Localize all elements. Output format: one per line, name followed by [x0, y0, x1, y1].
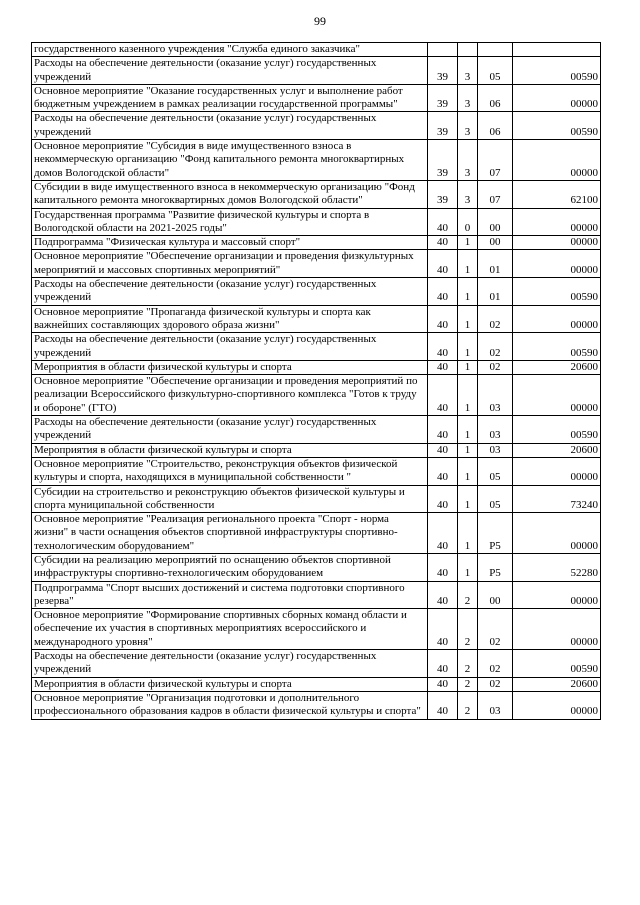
table-row	[32, 140, 601, 181]
table-row	[32, 84, 601, 112]
direction-code-cell: 20600	[513, 443, 601, 457]
direction-code-cell: 73240	[513, 485, 601, 513]
budget-classification-table	[31, 42, 601, 720]
table-row	[32, 305, 601, 333]
direction-code-cell: 00000	[513, 236, 601, 250]
activity-code-cell: 05	[478, 485, 513, 513]
expense-name-cell: Подпрограмма "Физическая культура и массовый спорт"	[32, 236, 428, 250]
direction-code-cell: 00590	[513, 112, 601, 140]
expense-name-cell: Основное мероприятие "Организация подготовки и дополнительного профессионального образования кадров в области физической культуры и спорта"	[32, 691, 428, 719]
table-row	[32, 650, 601, 678]
activity-code-cell: 01	[478, 250, 513, 278]
table-row	[32, 112, 601, 140]
expense-name-cell: Мероприятия в области физической культуры и спорта	[32, 677, 428, 691]
program-code-cell: 40	[428, 250, 458, 278]
activity-code-cell: 02	[478, 333, 513, 361]
activity-code-cell: 05	[478, 457, 513, 485]
subprogram-code-cell: 3	[458, 84, 478, 112]
program-code-cell: 40	[428, 305, 458, 333]
subprogram-code-cell: 2	[458, 581, 478, 609]
program-code-cell: 39	[428, 112, 458, 140]
table-row	[32, 513, 601, 554]
subprogram-code-cell: 1	[458, 485, 478, 513]
subprogram-code-cell: 3	[458, 112, 478, 140]
program-code-cell: 40	[428, 457, 458, 485]
table-row	[32, 43, 601, 57]
direction-code-cell: 00000	[513, 208, 601, 236]
activity-code-cell: 02	[478, 360, 513, 374]
program-code-cell: 40	[428, 360, 458, 374]
expense-name-cell: Мероприятия в области физической культуры и спорта	[32, 360, 428, 374]
table-row	[32, 443, 601, 457]
subprogram-code-cell: 1	[458, 360, 478, 374]
direction-code-cell: 00590	[513, 57, 601, 85]
direction-code-cell: 00000	[513, 691, 601, 719]
activity-code-cell: 02	[478, 305, 513, 333]
program-code-cell: 40	[428, 443, 458, 457]
program-code-cell: 40	[428, 485, 458, 513]
subprogram-code-cell	[458, 43, 478, 57]
activity-code-cell	[478, 43, 513, 57]
activity-code-cell: 01	[478, 278, 513, 306]
activity-code-cell: 06	[478, 112, 513, 140]
table-row	[32, 360, 601, 374]
program-code-cell: 40	[428, 416, 458, 444]
program-code-cell: 39	[428, 180, 458, 208]
program-code-cell: 40	[428, 236, 458, 250]
subprogram-code-cell: 3	[458, 140, 478, 181]
table-row	[32, 581, 601, 609]
table-row	[32, 180, 601, 208]
subprogram-code-cell: 1	[458, 278, 478, 306]
direction-code-cell: 00000	[513, 581, 601, 609]
program-code-cell: 40	[428, 375, 458, 416]
subprogram-code-cell: 1	[458, 553, 478, 581]
activity-code-cell: 07	[478, 180, 513, 208]
table-row	[32, 57, 601, 85]
subprogram-code-cell: 2	[458, 677, 478, 691]
program-code-cell: 40	[428, 278, 458, 306]
subprogram-code-cell: 2	[458, 609, 478, 650]
table-row	[32, 553, 601, 581]
program-code-cell: 40	[428, 650, 458, 678]
table-row	[32, 333, 601, 361]
table-row	[32, 691, 601, 719]
direction-code-cell: 00000	[513, 609, 601, 650]
activity-code-cell: 03	[478, 691, 513, 719]
table-row	[32, 485, 601, 513]
program-code-cell: 40	[428, 513, 458, 554]
table-row	[32, 208, 601, 236]
program-code-cell: 40	[428, 581, 458, 609]
subprogram-code-cell: 1	[458, 416, 478, 444]
activity-code-cell: Р5	[478, 553, 513, 581]
table-row	[32, 236, 601, 250]
direction-code-cell: 00000	[513, 250, 601, 278]
table-row	[32, 677, 601, 691]
table-row	[32, 609, 601, 650]
subprogram-code-cell: 1	[458, 443, 478, 457]
expense-name-cell: Основное мероприятие "Обеспечение организации и проведения физкультурных мероприятий и массовых спортивных мероприятий"	[32, 250, 428, 278]
expense-name-cell: Подпрограмма "Спорт высших достижений и система подготовки спортивного резерва"	[32, 581, 428, 609]
direction-code-cell: 00000	[513, 375, 601, 416]
activity-code-cell: 03	[478, 443, 513, 457]
direction-code-cell: 00000	[513, 305, 601, 333]
direction-code-cell: 00000	[513, 84, 601, 112]
activity-code-cell: Р5	[478, 513, 513, 554]
subprogram-code-cell: 1	[458, 236, 478, 250]
expense-name-cell: Субсидии на реализацию мероприятий по оснащению объектов спортивной инфраструктуры спортивно-технологическим оборудованием	[32, 553, 428, 581]
program-code-cell: 40	[428, 333, 458, 361]
direction-code-cell: 00000	[513, 513, 601, 554]
activity-code-cell: 02	[478, 650, 513, 678]
expense-name-cell: Расходы на обеспечение деятельности (оказание услуг) государственных учреждений	[32, 278, 428, 306]
direction-code-cell	[513, 43, 601, 57]
direction-code-cell: 00590	[513, 416, 601, 444]
expense-name-cell: Субсидии в виде имущественного взноса в некоммерческую организацию "Фонд капитального ремонта многоквартирных домов Вологодской области"	[32, 180, 428, 208]
subprogram-code-cell: 3	[458, 57, 478, 85]
subprogram-code-cell: 2	[458, 650, 478, 678]
expense-name-cell: Основное мероприятие "Пропаганда физической культуры и спорта как важнейших составляющих здорового образа жизни"	[32, 305, 428, 333]
activity-code-cell: 00	[478, 581, 513, 609]
subprogram-code-cell: 1	[458, 375, 478, 416]
program-code-cell: 39	[428, 140, 458, 181]
program-code-cell: 39	[428, 84, 458, 112]
table-body	[32, 43, 601, 720]
expense-name-cell: Основное мероприятие "Субсидия в виде имущественного взноса в некоммерческую организацию "Фонд капитального ремонта многоквартирных домов Вологодской области"	[32, 140, 428, 181]
expense-name-cell: Расходы на обеспечение деятельности (оказание услуг) государственных учреждений	[32, 57, 428, 85]
table-row	[32, 278, 601, 306]
subprogram-code-cell: 0	[458, 208, 478, 236]
subprogram-code-cell: 1	[458, 513, 478, 554]
expense-name-cell: Расходы на обеспечение деятельности (оказание услуг) государственных учреждений	[32, 333, 428, 361]
subprogram-code-cell: 1	[458, 457, 478, 485]
table-row	[32, 457, 601, 485]
table-row	[32, 416, 601, 444]
expense-name-cell: Расходы на обеспечение деятельности (оказание услуг) государственных учреждений	[32, 416, 428, 444]
direction-code-cell: 52280	[513, 553, 601, 581]
program-code-cell: 39	[428, 57, 458, 85]
activity-code-cell: 05	[478, 57, 513, 85]
expense-name-cell: государственного казенного учреждения "Служба единого заказчика"	[32, 43, 428, 57]
direction-code-cell: 00590	[513, 333, 601, 361]
expense-name-cell: Мероприятия в области физической культуры и спорта	[32, 443, 428, 457]
direction-code-cell: 20600	[513, 360, 601, 374]
subprogram-code-cell: 2	[458, 691, 478, 719]
activity-code-cell: 02	[478, 677, 513, 691]
direction-code-cell: 00590	[513, 278, 601, 306]
activity-code-cell: 07	[478, 140, 513, 181]
program-code-cell: 40	[428, 208, 458, 236]
direction-code-cell: 00590	[513, 650, 601, 678]
program-code-cell: 40	[428, 553, 458, 581]
expense-name-cell: Основное мероприятие "Строительство, реконструкция объектов физической культуры и спорта, находящихся в муниципальной собственности "	[32, 457, 428, 485]
program-code-cell	[428, 43, 458, 57]
subprogram-code-cell: 3	[458, 180, 478, 208]
direction-code-cell: 00000	[513, 140, 601, 181]
subprogram-code-cell: 1	[458, 250, 478, 278]
page-number: 99	[314, 14, 326, 28]
direction-code-cell: 20600	[513, 677, 601, 691]
activity-code-cell: 00	[478, 236, 513, 250]
expense-name-cell: Основное мероприятие "Обеспечение организации и проведения мероприятий по реализации Всероссийского физкультурно-спортивного комплекса "Готов к труду и обороне" (ГТО)	[32, 375, 428, 416]
activity-code-cell: 02	[478, 609, 513, 650]
activity-code-cell: 06	[478, 84, 513, 112]
direction-code-cell: 62100	[513, 180, 601, 208]
program-code-cell: 40	[428, 677, 458, 691]
direction-code-cell: 00000	[513, 457, 601, 485]
expense-name-cell: Субсидии на строительство и реконструкцию объектов физической культуры и спорта муниципальной собственности	[32, 485, 428, 513]
expense-name-cell: Основное мероприятие "Реализация регионального проекта "Спорт - норма жизни" в части оснащения объектов спортивной инфраструктуры спортивно-технологическим оборудованием"	[32, 513, 428, 554]
activity-code-cell: 03	[478, 416, 513, 444]
subprogram-code-cell: 1	[458, 333, 478, 361]
table-row	[32, 375, 601, 416]
expense-name-cell: Расходы на обеспечение деятельности (оказание услуг) государственных учреждений	[32, 112, 428, 140]
activity-code-cell: 03	[478, 375, 513, 416]
expense-name-cell: Основное мероприятие "Формирование спортивных сборных команд области и обеспечение их участия в спортивных мероприятиях всероссийского и международного уровня"	[32, 609, 428, 650]
program-code-cell: 40	[428, 691, 458, 719]
expense-name-cell: Основное мероприятие "Оказание государственных услуг и выполнение работ бюджетным учреждением в рамках реализации государственной программы"	[32, 84, 428, 112]
program-code-cell: 40	[428, 609, 458, 650]
subprogram-code-cell: 1	[458, 305, 478, 333]
expense-name-cell: Государственная программа "Развитие физической культуры и спорта в Вологодской области на 2021-2025 годы"	[32, 208, 428, 236]
expense-name-cell: Расходы на обеспечение деятельности (оказание услуг) государственных учреждений	[32, 650, 428, 678]
activity-code-cell: 00	[478, 208, 513, 236]
table-row	[32, 250, 601, 278]
